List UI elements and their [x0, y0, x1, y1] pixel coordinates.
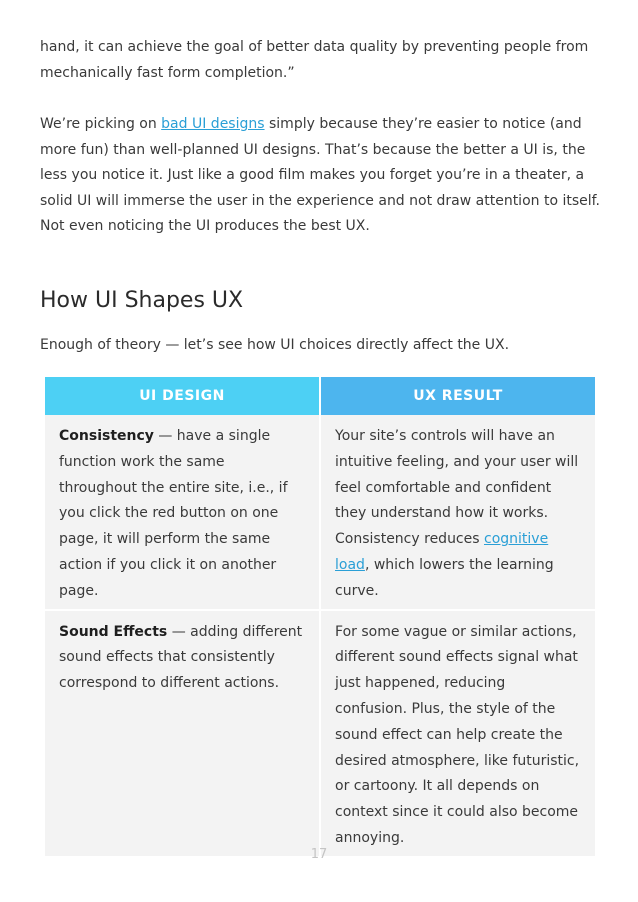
ux-cell-sound-effects — [321, 611, 595, 856]
ux-text-end: , which lowers the learning curve. — [335, 556, 554, 599]
ui-description: — have a single function work the same throughout the entire site, i.e., if you click the red button on one page, it will perform the same action if you click it on another page. — [59, 428, 288, 599]
paragraph-continued — [40, 35, 600, 86]
ui-cell-sound-effects — [45, 611, 319, 856]
table-header-row — [45, 377, 595, 415]
bad-ui-designs-link[interactable]: bad UI designs — [161, 116, 265, 132]
ui-term: Sound Effects — [59, 623, 168, 640]
paragraph-bad-ui — [40, 112, 600, 240]
ui-description: — adding different sound effects that consistently correspond to different actions. — [59, 623, 303, 692]
table-row — [45, 415, 595, 611]
ux-text: For some vague or similar actions, different sound effects signal what just happened, reducing confusion. Plus, the style of the sound effect can help create the desired atmosphere, like futuristic, or cartoony. It all depends on context since it could also become annoying. — [335, 623, 580, 846]
section-intro: Enough of theory — let’s see how UI choices directly affect the UX. — [40, 337, 510, 353]
page-number: 17 — [310, 847, 328, 862]
ux-text-start: Your site’s controls will have an intuitive feeling, and your user will feel comfortable and confident they understand how it works. Consistency reduces — [335, 428, 579, 548]
ui-cell-consistency — [45, 415, 319, 611]
cognitive-load-link[interactable]: cognitive load — [335, 531, 549, 573]
ux-cell-consistency — [321, 415, 595, 611]
ui-ux-table — [43, 377, 597, 856]
section-heading: How UI Shapes UX — [40, 288, 244, 313]
header-ui-design: UI DESIGN — [45, 377, 319, 415]
header-ux-result: UX RESULT — [321, 377, 595, 415]
paragraph-text-end: simply because they’re easier to notice (and more fun) than well-planned UI designs. That’s because the better a UI is, the less you notice it. Just like a good film makes you forget you’re in a theater, a solid UI will immerse the user in the experience and not draw attention to itself. Not even noticing the UI produces the best UX. — [40, 116, 600, 235]
table-row — [45, 611, 595, 856]
ui-term: Consistency — [59, 428, 154, 444]
paragraph-text: hand, it can achieve the goal of better data quality by preventing people from mechanically fast form completion.” — [40, 39, 589, 81]
paragraph-text-start: We’re picking on — [40, 116, 162, 132]
